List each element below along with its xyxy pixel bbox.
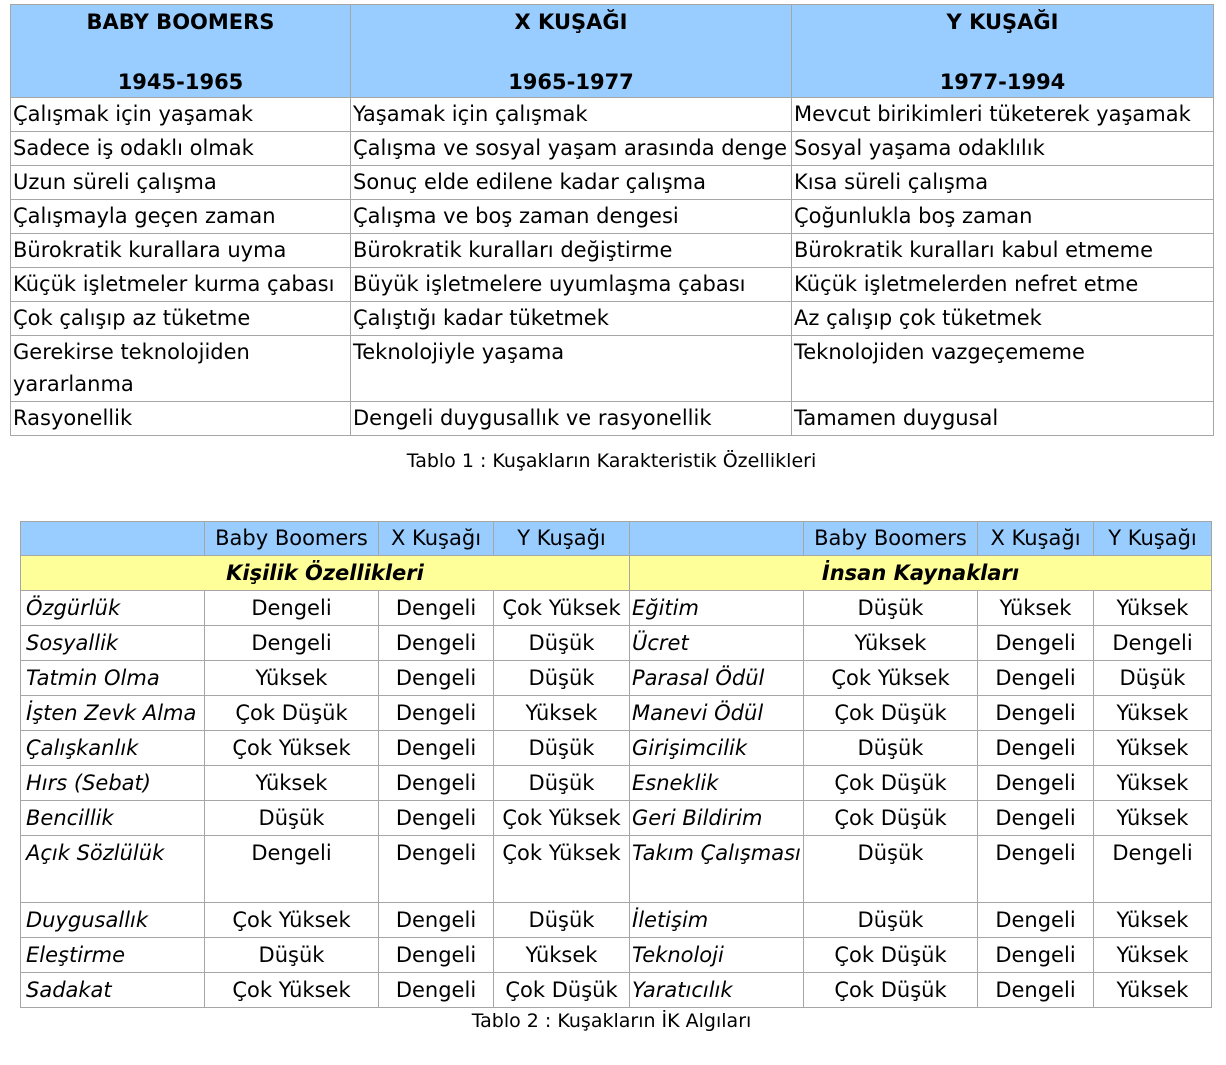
rating-cell: Dengeli bbox=[379, 938, 494, 973]
rating-cell: Dengeli bbox=[379, 696, 494, 731]
rating-cell: Çok Yüksek bbox=[494, 836, 630, 903]
table-cell: Kısa süreli çalışma bbox=[792, 166, 1214, 200]
table1-header-row bbox=[11, 5, 1214, 98]
table-cell: Teknolojiyle yaşama bbox=[351, 336, 792, 402]
table-cell: Bürokratik kurallara uyma bbox=[11, 234, 351, 268]
table-row bbox=[11, 268, 1214, 302]
row-label: Hırs (Sebat) bbox=[21, 766, 205, 801]
row-label: İletişim bbox=[630, 903, 804, 938]
table-cell: Küçük işletmeler kurma çabası bbox=[11, 268, 351, 302]
rating-cell: Çok Yüksek bbox=[804, 661, 978, 696]
section-personality: Kişilik Özellikleri bbox=[21, 556, 630, 591]
header-y-generation: Y KUŞAĞI 1977-1994 bbox=[792, 5, 1214, 98]
table-row bbox=[21, 973, 1212, 1008]
rating-cell: Yüksek bbox=[494, 696, 630, 731]
rating-cell: Çok Düşük bbox=[494, 973, 630, 1008]
rating-cell: Dengeli bbox=[205, 626, 379, 661]
section-row bbox=[21, 556, 1212, 591]
table-cell: Çalıştığı kadar tüketmek bbox=[351, 302, 792, 336]
rating-cell: Çok Düşük bbox=[804, 801, 978, 836]
rating-cell: Dengeli bbox=[379, 903, 494, 938]
rating-cell: Dengeli bbox=[379, 836, 494, 903]
header-cell: Baby Boomers bbox=[804, 522, 978, 556]
table-row bbox=[11, 402, 1214, 436]
table-cell: Az çalışıp çok tüketmek bbox=[792, 302, 1214, 336]
rating-cell: Dengeli bbox=[379, 591, 494, 626]
rating-cell: Yüksek bbox=[1094, 903, 1212, 938]
row-label: Girişimcilik bbox=[630, 731, 804, 766]
rating-cell: Dengeli bbox=[1094, 626, 1212, 661]
rating-cell: Çok Düşük bbox=[804, 766, 978, 801]
header-blank-left bbox=[21, 522, 205, 556]
rating-cell: Çok Düşük bbox=[804, 696, 978, 731]
table-cell: Çoğunlukla boş zaman bbox=[792, 200, 1214, 234]
rating-cell: Düşük bbox=[494, 731, 630, 766]
table-row bbox=[11, 200, 1214, 234]
rating-cell: Yüksek bbox=[978, 591, 1094, 626]
rating-cell: Dengeli bbox=[205, 836, 379, 903]
rating-cell: Dengeli bbox=[379, 973, 494, 1008]
rating-cell: Düşük bbox=[804, 731, 978, 766]
rating-cell: Çok Düşük bbox=[804, 938, 978, 973]
rating-cell: Yüksek bbox=[1094, 938, 1212, 973]
table-row bbox=[21, 836, 1212, 903]
row-label: Duygusallık bbox=[21, 903, 205, 938]
rating-cell: Dengeli bbox=[978, 836, 1094, 903]
table-row bbox=[21, 731, 1212, 766]
rating-cell: Dengeli bbox=[978, 661, 1094, 696]
table-cell: Büyük işletmelere uyumlaşma çabası bbox=[351, 268, 792, 302]
row-label: Ücret bbox=[630, 626, 804, 661]
rating-cell: Düşük bbox=[205, 801, 379, 836]
row-label: Bencillik bbox=[21, 801, 205, 836]
rating-cell: Düşük bbox=[494, 903, 630, 938]
table-row bbox=[21, 696, 1212, 731]
table-row bbox=[11, 302, 1214, 336]
rating-cell: Düşük bbox=[494, 626, 630, 661]
header-cell: Y Kuşağı bbox=[494, 522, 630, 556]
rating-cell: Dengeli bbox=[978, 626, 1094, 661]
section-human-resources: İnsan Kaynakları bbox=[630, 556, 1212, 591]
generations-hr-perception-table bbox=[20, 521, 1212, 1008]
table-cell: Mevcut birikimleri tüketerek yaşamak bbox=[792, 98, 1214, 132]
rating-cell: Yüksek bbox=[1094, 801, 1212, 836]
row-label: Manevi Ödül bbox=[630, 696, 804, 731]
table-cell: Dengeli duygusallık ve rasyonellik bbox=[351, 402, 792, 436]
table-cell: Gerekirse teknolojiden yararlanma bbox=[11, 336, 351, 402]
row-label: Eleştirme bbox=[21, 938, 205, 973]
rating-cell: Yüksek bbox=[1094, 973, 1212, 1008]
table-cell: Küçük işletmelerden nefret etme bbox=[792, 268, 1214, 302]
table-row bbox=[21, 591, 1212, 626]
table-cell: Teknolojiden vazgeçememe bbox=[792, 336, 1214, 402]
rating-cell: Düşük bbox=[804, 836, 978, 903]
table-row bbox=[11, 336, 1214, 402]
table-row bbox=[11, 98, 1214, 132]
table-row bbox=[11, 132, 1214, 166]
rating-cell: Çok Yüksek bbox=[205, 731, 379, 766]
rating-cell: Dengeli bbox=[978, 801, 1094, 836]
rating-cell: Yüksek bbox=[1094, 731, 1212, 766]
table-row bbox=[21, 903, 1212, 938]
rating-cell: Çok Yüksek bbox=[494, 801, 630, 836]
header-baby-boomers: BABY BOOMERS 1945-1965 bbox=[11, 5, 351, 98]
table-cell: Uzun süreli çalışma bbox=[11, 166, 351, 200]
table-cell: Çalışmayla geçen zaman bbox=[11, 200, 351, 234]
rating-cell: Düşük bbox=[494, 766, 630, 801]
rating-cell: Dengeli bbox=[379, 766, 494, 801]
rating-cell: Dengeli bbox=[978, 973, 1094, 1008]
table-cell: Sonuç elde edilene kadar çalışma bbox=[351, 166, 792, 200]
row-label: Özgürlük bbox=[21, 591, 205, 626]
rating-cell: Dengeli bbox=[978, 696, 1094, 731]
rating-cell: Düşük bbox=[494, 661, 630, 696]
rating-cell: Dengeli bbox=[978, 766, 1094, 801]
rating-cell: Dengeli bbox=[379, 626, 494, 661]
rating-cell: Dengeli bbox=[205, 591, 379, 626]
rating-cell: Çok Düşük bbox=[804, 973, 978, 1008]
header-blank-right bbox=[630, 522, 804, 556]
rating-cell: Dengeli bbox=[1094, 836, 1212, 903]
table-cell: Sadece iş odaklı olmak bbox=[11, 132, 351, 166]
table2-caption: Tablo 2 : Kuşakların İK Algıları bbox=[471, 1010, 752, 1032]
header-cell: X Kuşağı bbox=[379, 522, 494, 556]
rating-cell: Yüksek bbox=[1094, 766, 1212, 801]
rating-cell: Yüksek bbox=[1094, 696, 1212, 731]
rating-cell: Dengeli bbox=[978, 731, 1094, 766]
table-row bbox=[21, 661, 1212, 696]
row-label: İşten Zevk Alma bbox=[21, 696, 205, 731]
rating-cell: Çok Yüksek bbox=[205, 903, 379, 938]
table-cell: Rasyonellik bbox=[11, 402, 351, 436]
header-x-generation: X KUŞAĞI 1965-1977 bbox=[351, 5, 792, 98]
table-row bbox=[11, 234, 1214, 268]
rating-cell: Yüksek bbox=[1094, 591, 1212, 626]
header-cell: Baby Boomers bbox=[205, 522, 379, 556]
rating-cell: Çok Yüksek bbox=[494, 591, 630, 626]
header-cell: X Kuşağı bbox=[978, 522, 1094, 556]
row-label: Takım Çalışması bbox=[630, 836, 804, 903]
generations-characteristics-table bbox=[10, 4, 1214, 436]
row-label: Teknoloji bbox=[630, 938, 804, 973]
rating-cell: Yüksek bbox=[205, 661, 379, 696]
rating-cell: Düşük bbox=[804, 903, 978, 938]
table-row bbox=[21, 766, 1212, 801]
rating-cell: Dengeli bbox=[379, 731, 494, 766]
table-row bbox=[21, 938, 1212, 973]
rating-cell: Yüksek bbox=[205, 766, 379, 801]
row-label: Tatmin Olma bbox=[21, 661, 205, 696]
table-cell: Çalışmak için yaşamak bbox=[11, 98, 351, 132]
rating-cell: Düşük bbox=[804, 591, 978, 626]
row-label: Sadakat bbox=[21, 973, 205, 1008]
row-label: Yaratıcılık bbox=[630, 973, 804, 1008]
table-cell: Çok çalışıp az tüketme bbox=[11, 302, 351, 336]
table-cell: Bürokratik kuralları kabul etmeme bbox=[792, 234, 1214, 268]
table-cell: Tamamen duygusal bbox=[792, 402, 1214, 436]
table-cell: Sosyal yaşama odaklılık bbox=[792, 132, 1214, 166]
row-label: Parasal Ödül bbox=[630, 661, 804, 696]
row-label: Esneklik bbox=[630, 766, 804, 801]
table-row bbox=[21, 801, 1212, 836]
table-cell: Bürokratik kuralları değiştirme bbox=[351, 234, 792, 268]
rating-cell: Yüksek bbox=[804, 626, 978, 661]
table1-caption: Tablo 1 : Kuşakların Karakteristik Özellikleri bbox=[406, 450, 817, 472]
row-label: Sosyallik bbox=[21, 626, 205, 661]
rating-cell: Çok Yüksek bbox=[205, 973, 379, 1008]
table-cell: Çalışma ve boş zaman dengesi bbox=[351, 200, 792, 234]
rating-cell: Çok Düşük bbox=[205, 696, 379, 731]
table-row bbox=[21, 626, 1212, 661]
rating-cell: Dengeli bbox=[978, 938, 1094, 973]
rating-cell: Dengeli bbox=[978, 903, 1094, 938]
table-row bbox=[11, 166, 1214, 200]
rating-cell: Düşük bbox=[205, 938, 379, 973]
row-label: Geri Bildirim bbox=[630, 801, 804, 836]
rating-cell: Düşük bbox=[1094, 661, 1212, 696]
rating-cell: Dengeli bbox=[379, 661, 494, 696]
table-cell: Yaşamak için çalışmak bbox=[351, 98, 792, 132]
row-label: Çalışkanlık bbox=[21, 731, 205, 766]
rating-cell: Dengeli bbox=[379, 801, 494, 836]
row-label: Eğitim bbox=[630, 591, 804, 626]
row-label: Açık Sözlülük bbox=[21, 836, 205, 903]
table-cell: Çalışma ve sosyal yaşam arasında denge bbox=[351, 132, 792, 166]
header-cell: Y Kuşağı bbox=[1094, 522, 1212, 556]
table2-header-row bbox=[21, 522, 1212, 556]
rating-cell: Yüksek bbox=[494, 938, 630, 973]
